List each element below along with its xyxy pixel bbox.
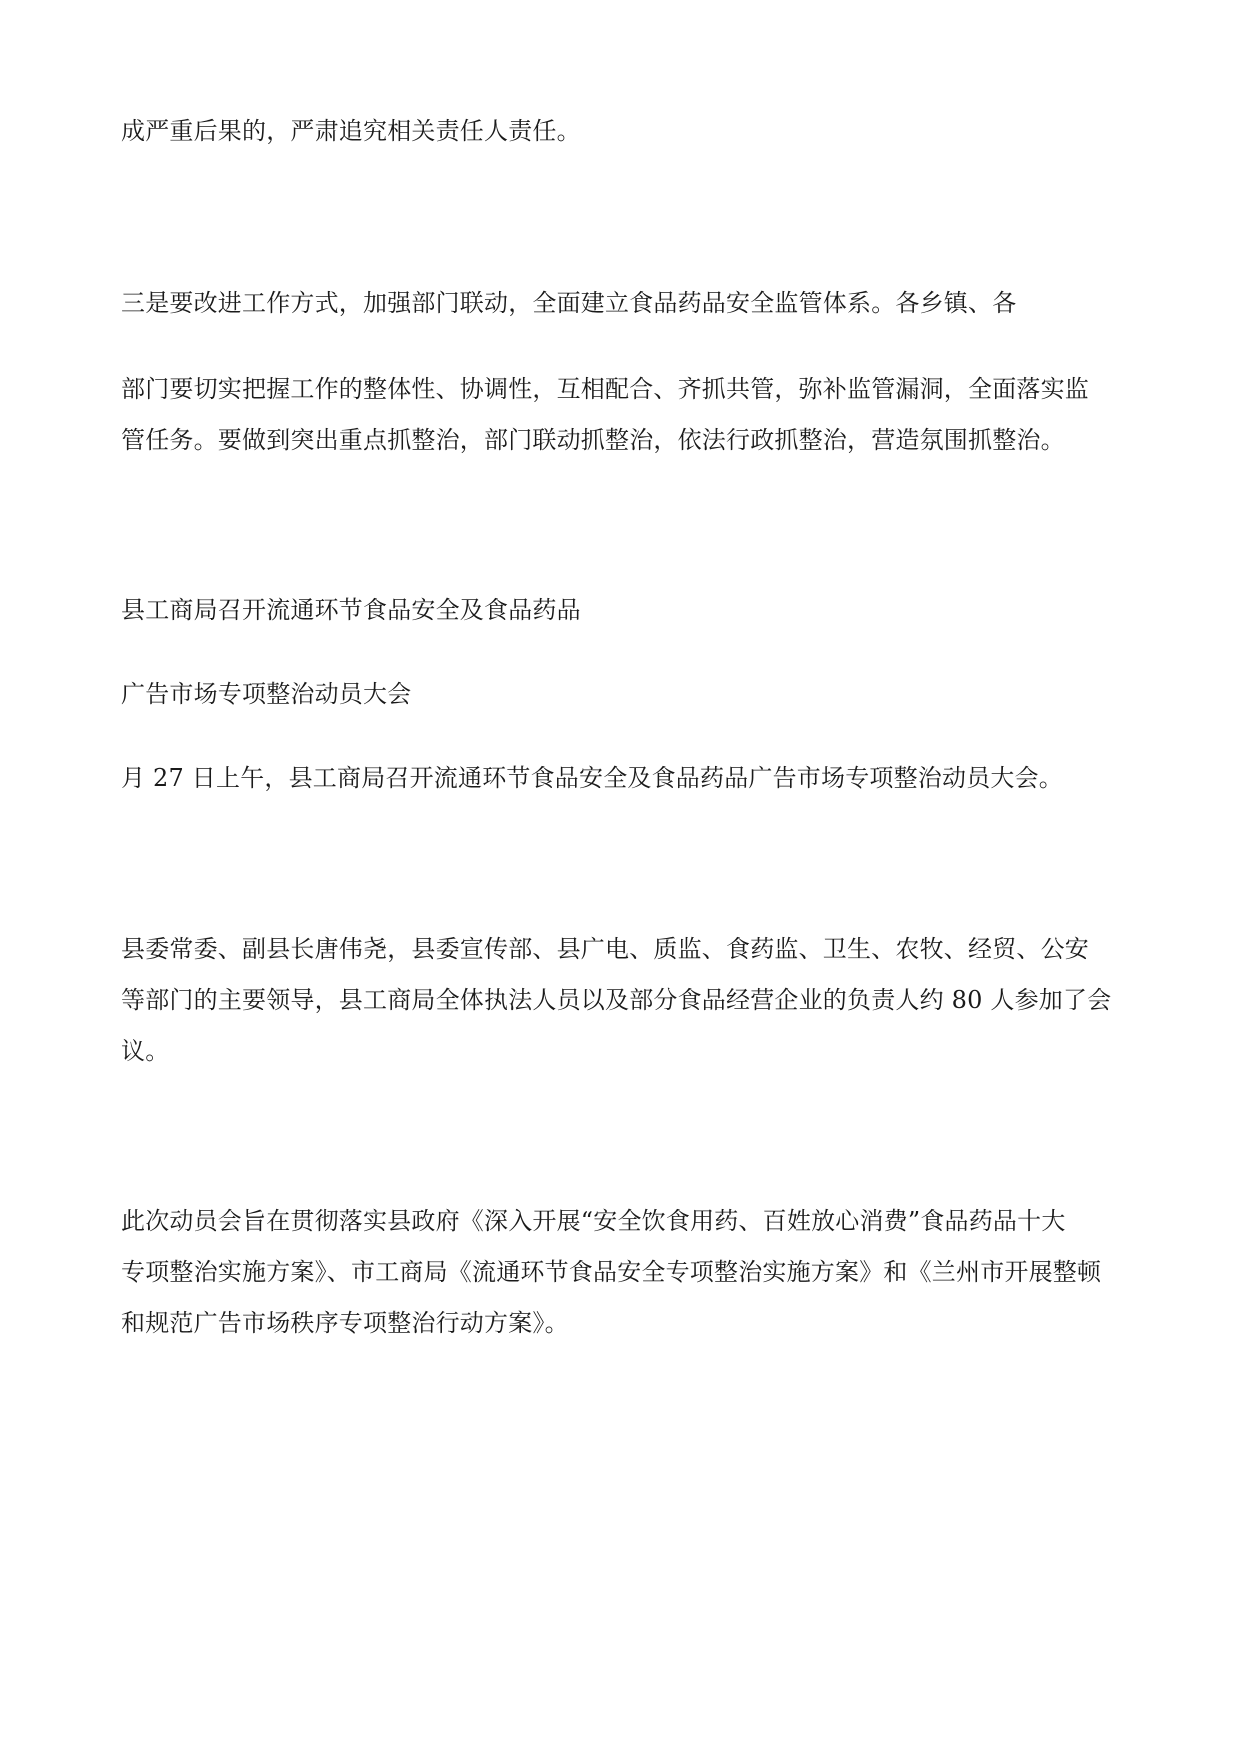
paragraph-line: 等部门的主要领导，县工商局全体执法人员以及部分食品经营企业的负责人约 80 人参加了会 (121, 986, 1112, 1014)
paragraph-line: 议。 (121, 1037, 170, 1065)
section-heading-line: 县工商局召开流通环节食品安全及食品药品 (121, 596, 581, 624)
paragraph-line: 成严重后果的，严肃追究相关责任人责任。 (121, 117, 581, 145)
paragraph-line: 管任务。要做到突出重点抓整治，部门联动抓整治，依法行政抓整治，营造氛围抓整治。 (121, 426, 1065, 454)
section-heading-line: 广告市场专项整治动员大会 (121, 680, 412, 708)
paragraph-line: 县委常委、副县长唐伟尧，县委宣传部、县广电、质监、食药监、卫生、农牧、经贸、公安 (121, 935, 1089, 963)
paragraph-line: 三是要改进工作方式，加强部门联动，全面建立食品药品安全监管体系。各乡镇、各 (121, 289, 1017, 317)
paragraph-line: 此次动员会旨在贯彻落实县政府《深入开展“安全饮食用药、百姓放心消费”食品药品十大 (121, 1207, 1066, 1235)
paragraph-line: 专项整治实施方案》、市工商局《流通环节食品安全专项整治实施方案》和《兰州市开展整顿 (121, 1258, 1102, 1286)
paragraph-line: 月 27 日上午，县工商局召开流通环节食品安全及食品药品广告市场专项整治动员大会。 (121, 764, 1063, 792)
paragraph-line: 部门要切实把握工作的整体性、协调性，互相配合、齐抓共管，弥补监管漏洞，全面落实监 (121, 375, 1089, 403)
paragraph-line: 和规范广告市场秩序专项整治行动方案》。 (121, 1309, 569, 1337)
